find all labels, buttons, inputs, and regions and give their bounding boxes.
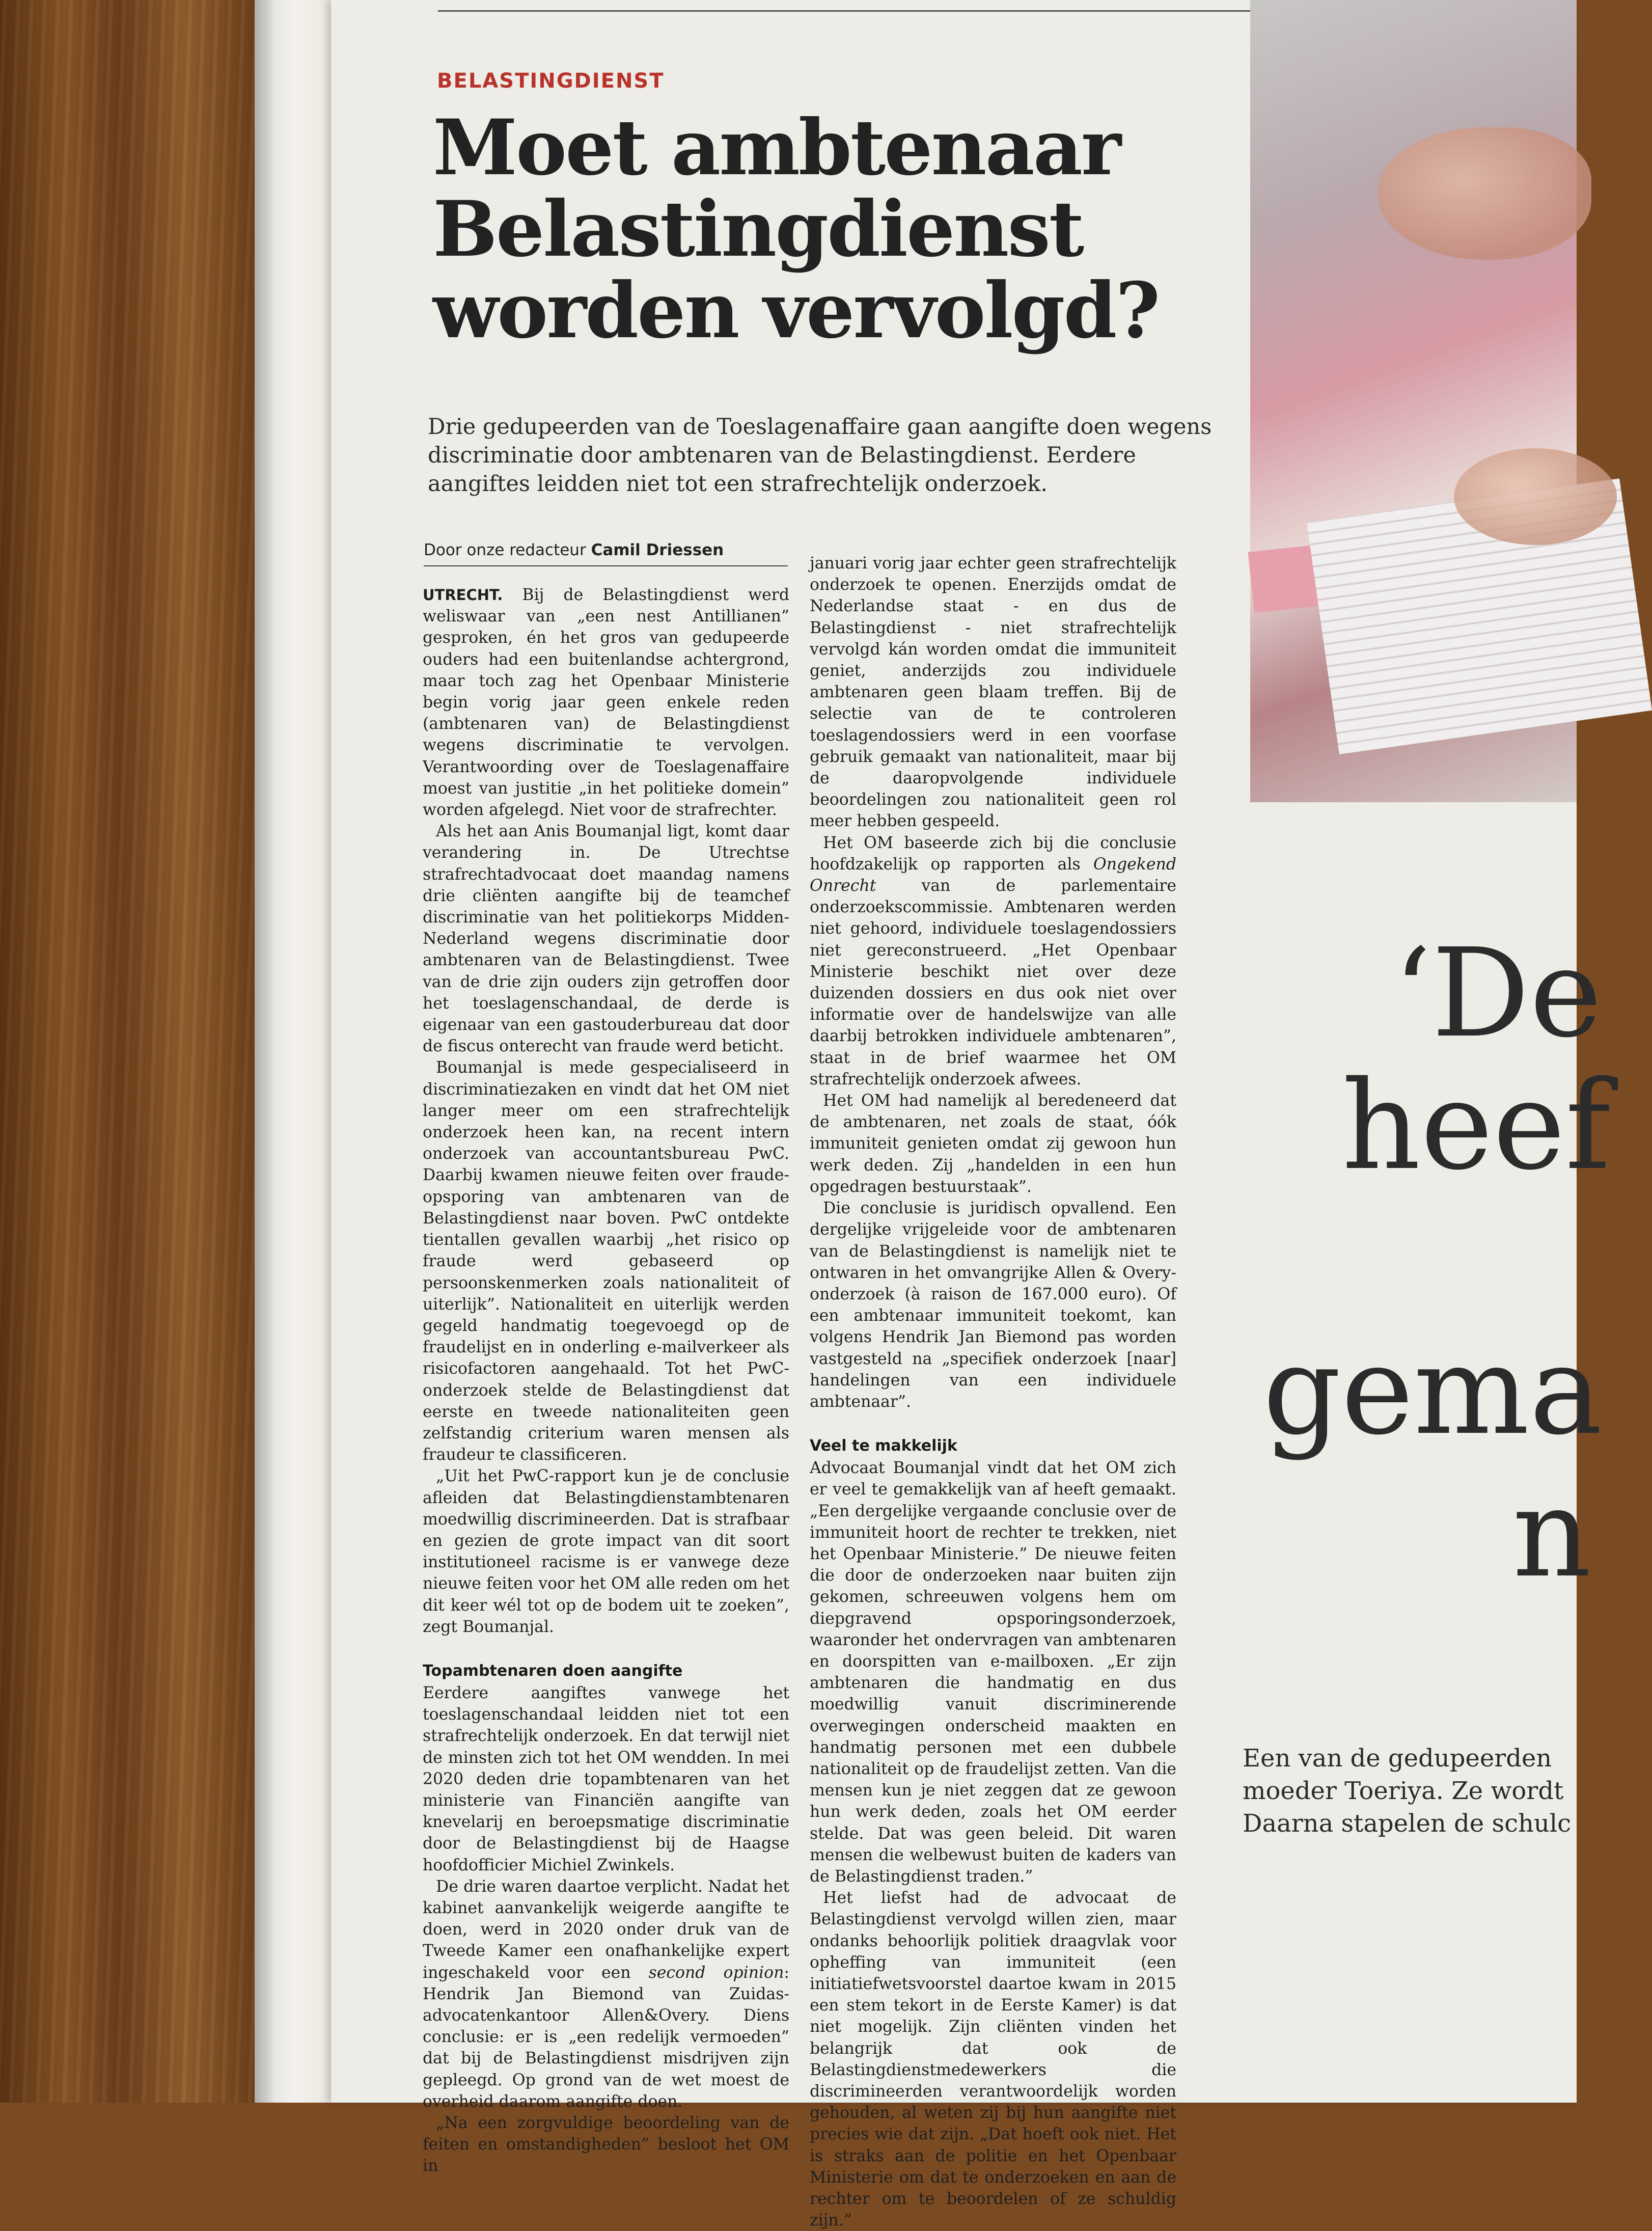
hand-shape bbox=[1454, 448, 1617, 545]
lead-paragraph bbox=[428, 413, 1212, 498]
paragraph: Het liefst had de advocaat de Belastingdienst vervolgd willen zien, maar ondanks behoorlijk politiek draagvlak voor opheffing van immuniteit (een initiatiefwetsvoorstel daartoe kwam in 2015 een stem tekort in de Eerste Kamer) is dat niet mogelijk. Zijn cliënten vinden het belangrijk dat ook de Belastingdienstmedewerkers die discrimineerden verantwoordelijk worden gehouden, al weten zij bij hun aangifte niet precies wie dat zijn. „Dat hoeft ook niet. Het is straks aan de politie en het Openbaar Ministerie om dat te onderzoeken en aan de rechter om te beoordelen of ze schuldig zijn.” bbox=[810, 1889, 1176, 2230]
caption-line: moeder Toeriya. Ze wordt bbox=[1243, 1777, 1564, 1805]
wooden-table bbox=[0, 0, 265, 2103]
column-1 bbox=[423, 584, 789, 2177]
paragraph-text: Bij de Belastingdienst werd weliswaar van „een nest Antillianen” gesproken, én het gros van gedupeerde ouders had een buitenlandse achtergrond, maar toch zag het Openbaar Ministerie begin vorig jaar geen enkele reden (ambtenaren van) de Belastingdienst wegens discriminatie te vervolgen. Verantwoording over de Toeslagenaffaire moest van justitie „in het politieke domein” worden afgelegd. Niet voor de strafrechter. bbox=[423, 586, 789, 820]
subheading: Topambtenaren doen aangifte bbox=[423, 1662, 683, 1680]
pull-quote-fragment: gema bbox=[1263, 1319, 1603, 1462]
headline-line: Moet ambtenaar bbox=[433, 103, 1120, 193]
byline bbox=[424, 541, 788, 566]
paragraph: „Uit het PwC-rapport kun je de conclusie afleiden dat Belastingdienstambtenaren moedwillig discrimineerden. Dat is strafbaar en gezien de grote impact van dit soort institutioneel racisme is er vanwege deze nieuwe feiten voor het OM alle reden om het dit keer wél tot op de bodem uit te zoeken”, zegt Boumanjal. bbox=[423, 1467, 789, 1636]
pull-quote-fragment: n bbox=[1512, 1462, 1591, 1604]
pull-quote-fragment: ‘De bbox=[1393, 922, 1602, 1065]
paragraph: januari vorig jaar echter geen strafrechtelijk onderzoek te openen. Enerzijds omdat de Nederlandse staat - en dus de Belastingdienst - niet strafrechtelijk vervolgd kán worden omdat die immuniteit geniet, anderzijds zou individuele ambtenaren geen blaam treffen. Bij de selectie van de te controleren toeslagendossiers werd in een voorfase gebruik gemaakt van nationaliteit, maar bij de daaropvolgende individuele beoordelingen zou nationaliteit geen rol meer hebben gespeeld. bbox=[810, 554, 1176, 831]
article bbox=[423, 61, 1212, 2230]
headline-line: worden vervolgd? bbox=[433, 266, 1159, 356]
paper-stack-edge bbox=[265, 0, 336, 2103]
byline-author: Camil Driessen bbox=[591, 541, 724, 559]
column-2 bbox=[810, 553, 1176, 2231]
article-photo bbox=[1250, 0, 1577, 802]
dateline: UTRECHT. bbox=[423, 586, 503, 604]
lead-line: discriminatie door ambtenaren van de Belastingdienst. Eerdere bbox=[428, 443, 1136, 468]
paragraph: Advocaat Boumanjal vindt dat het OM zich er veel te gemakkelijk van af heeft gemaakt. „Een dergelijke vergaande conclusie over de immuniteit hoort de rechter te trekken, niet het Openbaar Ministerie.” De nieuwe feiten die door de onderzoeken naar buiten zijn gekomen, schreeuwen volgens hem om diepgravend opsporingsonderzoek, waaronder het ondervragen van ambtenaren en doorspitten van e-mailboxen. „Er zijn ambtenaren die handmatig en dus moedwillig vanuit discriminerende overwegingen onderscheid maakten en handmatig personen met een dubbele nationaliteit op de fraudelijst zetten. Van die mensen kun je niet zeggen dat ze gewoon hun werk deden, zoals het OM eerder stelde. Dat was geen beleid. Dit waren mensen die welbewust buiten de kaders van de Belastingdienst traden.” bbox=[810, 1459, 1176, 1886]
paragraph bbox=[810, 832, 1176, 1090]
paragraph-text: van de parlementaire onderzoekscommissie. Ambtenaren werden niet gehoord, individuele toeslagendossiers niet gereconstrueerd. „Het Openbaar Ministerie beschikt niet over deze duizenden dossiers en dus ook niet over informatie over de handelswijze van alle daarbij betrokken individuele ambtenaren”, staat in de brief waarmee het OM strafrechtelijk onderzoek afwees. bbox=[810, 877, 1176, 1089]
paragraph bbox=[423, 584, 789, 821]
section-label: BELASTINGDIENST bbox=[437, 69, 665, 93]
caption-line: Een van de gedupeerden bbox=[1243, 1744, 1552, 1773]
paragraph: Als het aan Anis Boumanjal ligt, komt daar verandering in. De Utrechtse strafrechtadvocaat doet maandag namens drie cliënten aangifte bij de teamchef discriminatie van het politiekorps Midden-Nederland wegens discriminatie door ambtenaren van de Belastingdienst. Twee van de drie zijn ouders zijn getroffen door het toeslagenschandaal, de derde is eigenaar van een gastouderbureau dat door de fiscus onterecht van fraude werd beticht. bbox=[423, 822, 789, 1056]
paragraph: Eerdere aangiftes vanwege het toeslagenschandaal leidden niet tot een strafrechtelijk onderzoek. En dat terwijl niet de minsten zich tot het OM wendden. In mei 2020 deden drie topambtenaren van het ministerie van Financiën aangifte van knevelarij en beroepsmatige discriminatie door de Belastingdienst bij de Haagse hoofdofficier Michiel Zwinkels. bbox=[423, 1683, 789, 1874]
byline-prefix: Door onze redacteur bbox=[424, 541, 586, 559]
lead-line: Drie gedupeerden van de Toeslagenaffaire gaan aangifte doen wegens bbox=[428, 414, 1212, 440]
headline-line: Belastingdienst bbox=[433, 184, 1083, 274]
paragraph: Die conclusie is juridisch opvallend. Een dergelijke vrijgeleide voor de ambtenaren van de Belastingdienst is namelijk niet te ontwaren in het omvangrijke Allen & Overy-onderzoek (à raison de 167.000 euro). Of een ambtenaar immuniteit toekomt, kan volgens Hendrik Jan Biemond pas worden vastgesteld na „specifiek onderzoek [naar] handelingen van een individuele ambtenaar”. bbox=[810, 1199, 1176, 1411]
paragraph-text: Het OM baseerde zich bij die conclusie hoofdzakelijk op rapporten als bbox=[810, 833, 1176, 874]
lead-line: aangiftes leidden niet tot een strafrechtelijk onderzoek. bbox=[428, 471, 1048, 497]
italic-term: Ongekend Onrecht bbox=[810, 855, 1176, 895]
pull-quote bbox=[1253, 922, 1611, 1696]
caption-line: Daarna stapelen de schulc bbox=[1243, 1809, 1572, 1838]
paragraph: Het OM had namelijk al beredeneerd dat de ambtenaren, net zoals de staat, óók immuniteit genieten omdat zij gewoon hun werk deden. Zij „handelden in een hun opgedragen bestuurstaak”. bbox=[810, 1092, 1176, 1196]
paragraph: „Na een zorgvuldige beoordeling van de feiten en omstandigheden” besloot het OM in bbox=[423, 2114, 789, 2175]
paragraph: Boumanjal is mede gespecialiseerd in discriminatiezaken en vindt dat het OM niet langer meer om een strafrechtelijk onderzoek heen kan, na recent intern onderzoek van accountantsbureau PwC. Daarbij kwamen nieuwe feiten over fraude-opsporing van ambtenaren van de Belastingdienst naar boven. PwC ontdekte tientallen gevallen waarbij „het risico op fraude werd gebaseerd op persoonskenmerken zoals nationaliteit of uiterlijk”. Nationaliteit en uiterlijk werden gegeld handmatig toegevoegd op de fraudelijst en in onderling e-mailverkeer als risicofactoren aangehaald. Tot het PwC-onderzoek stelde de Belastingdienst dat eerste en tweede nationaliteiten geen zelfstandig criterium waren mensen als fraudeur te classificeren. bbox=[423, 1058, 789, 1464]
photo-caption bbox=[1243, 1742, 1579, 1854]
paper-shadow bbox=[255, 0, 275, 2103]
headline bbox=[433, 103, 1187, 356]
paragraph bbox=[423, 1876, 789, 2112]
top-rule-line bbox=[438, 10, 1273, 12]
hand-shape bbox=[1378, 127, 1591, 260]
pull-quote-fragment: heef bbox=[1342, 1054, 1611, 1197]
paragraph-text: De drie waren daartoe verplicht. Nadat het kabinet aanvankelijk weigerde aangifte te doen, werd in 2020 onder druk van de Tweede Kamer een onafhankelijke expert ingeschakeld voor een bbox=[423, 1877, 789, 1982]
italic-term: second opinion bbox=[648, 1963, 784, 1982]
subheading: Veel te makkelijk bbox=[810, 1437, 957, 1455]
paragraph-text: : Hendrik Jan Biemond van Zuidas-advocatenkantoor Allen&Overy. Diens conclusie: er is „een redelijk vermoeden” dat bij de Belastingdienst misdrijven zijn gepleegd. Op grond van de wet moest de overheid daarom aangifte doen. bbox=[423, 1963, 789, 2111]
